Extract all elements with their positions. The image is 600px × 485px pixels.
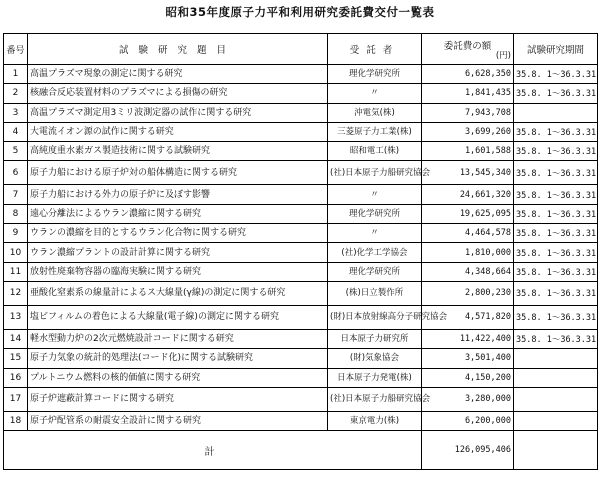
table-row (4, 224, 598, 243)
row-subject: 原子炉配管系の耐震安全設計に関する研究 (28, 411, 328, 430)
row-period: 35.8. 1～36.3.31 (514, 329, 598, 348)
row-period: 35.8. 1～36.3.31 (514, 204, 598, 223)
row-subject: 塩ビフィルムの着色による大線量(電子線)の測定に関する研究 (28, 305, 328, 329)
row-period: 35.8. 1～36.3.31 (514, 161, 598, 185)
row-subject: 高温プラズマ現象の測定に関する研究 (28, 65, 328, 84)
row-subject: ウラン濃縮プラントの設計計算に関する研究 (28, 243, 328, 262)
row-amount: 6,200,000 (422, 411, 514, 430)
row-amount: 4,348,664 (422, 262, 514, 281)
row-subject: 軽水型動力炉の2次元燃焼設計コードに関する研究 (28, 329, 328, 348)
row-subject: 原子力船における外力の原子炉に及ぼす影響 (28, 185, 328, 204)
row-amount: 19,625,095 (422, 204, 514, 223)
row-period: 35.8. 1～36.3.31 (514, 142, 598, 161)
row-contractor: 昭和電工(株) (328, 142, 422, 161)
row-period: 35.8. 1～36.3.31 (514, 243, 598, 262)
total-row (4, 431, 598, 470)
row-amount: 1,841,435 (422, 84, 514, 103)
row-amount: 1,810,000 (422, 243, 514, 262)
table-row (4, 161, 598, 185)
row-number: 12 (4, 281, 28, 305)
row-contractor: (株)日立製作所 (328, 281, 422, 305)
table-row (4, 65, 598, 84)
header-amount-unit: (円) (495, 50, 511, 61)
row-contractor: (財)日本放射線高分子研究協会 (328, 305, 422, 329)
row-number: 7 (4, 185, 28, 204)
row-subject: 原子力船における原子炉対の船体構造に関する研究 (28, 161, 328, 185)
table-row (4, 103, 598, 122)
row-amount: 2,800,230 (422, 281, 514, 305)
row-contractor: 〃 (328, 185, 422, 204)
row-number: 9 (4, 224, 28, 243)
row-subject: ウランの濃縮を目的とするウラン化合物に関する研究 (28, 224, 328, 243)
header-amount-label: 委託費の額 (443, 40, 492, 52)
row-number: 15 (4, 349, 28, 368)
row-period: 35.8. 1～36.3.31 (514, 84, 598, 103)
header-period: 試験研究期間 (514, 34, 598, 65)
table-row (4, 142, 598, 161)
row-subject: 高温プラズマ測定用3ミリ波測定器の試作に関する研究 (28, 103, 328, 122)
row-subject: 原子炉遮蔽計算コードに関する研究 (28, 387, 328, 411)
row-contractor: 東京電力(株) (328, 411, 422, 430)
row-amount: 3,280,000 (422, 387, 514, 411)
row-contractor: 理化学研究所 (328, 65, 422, 84)
row-period (514, 349, 598, 368)
row-amount: 3,501,400 (422, 349, 514, 368)
table-row (4, 329, 598, 348)
table-row (4, 281, 598, 305)
row-amount: 24,661,320 (422, 185, 514, 204)
row-number: 16 (4, 368, 28, 387)
row-period (514, 411, 598, 430)
row-number: 6 (4, 161, 28, 185)
row-number: 10 (4, 243, 28, 262)
row-period: 35.8. 1～36.3.31 (514, 122, 598, 141)
header-row (4, 34, 598, 65)
table-row (4, 122, 598, 141)
table-row (4, 305, 598, 329)
table-row (4, 387, 598, 411)
row-amount: 7,943,708 (422, 103, 514, 122)
row-number: 3 (4, 103, 28, 122)
row-subject: 遠心分離法によるウラン濃縮に関する研究 (28, 204, 328, 223)
header-amount (422, 34, 514, 65)
row-number: 4 (4, 122, 28, 141)
row-amount: 3,699,260 (422, 122, 514, 141)
row-subject: 放射性廃棄物容器の臨海実験に関する研究 (28, 262, 328, 281)
row-number: 18 (4, 411, 28, 430)
row-contractor: (社)日本原子力船研究協会 (328, 387, 422, 411)
row-contractor: 〃 (328, 84, 422, 103)
table-row (4, 349, 598, 368)
row-period (514, 368, 598, 387)
row-subject: 原子力気象の統計的処理法(コード化)に関する試験研究 (28, 349, 328, 368)
row-number: 17 (4, 387, 28, 411)
row-subject: 大電流イオン源の試作に関する研究 (28, 122, 328, 141)
row-period: 35.8. 1～36.3.31 (514, 305, 598, 329)
total-amount: 126,095,406 (422, 431, 514, 470)
row-period: 35.8. 1～36.3.31 (514, 185, 598, 204)
row-period (514, 387, 598, 411)
row-contractor: 理化学研究所 (328, 262, 422, 281)
row-number: 8 (4, 204, 28, 223)
header-org: 受託者 (328, 34, 422, 65)
row-number: 2 (4, 84, 28, 103)
row-contractor: 三菱原子力工業(株) (328, 122, 422, 141)
table-row (4, 262, 598, 281)
total-label: 計 (4, 431, 422, 470)
row-amount: 13,545,340 (422, 161, 514, 185)
table-row (4, 243, 598, 262)
row-period: 35.8. 1～36.3.31 (514, 281, 598, 305)
row-period: 35.8. 1～36.3.31 (514, 262, 598, 281)
row-amount: 1,601,588 (422, 142, 514, 161)
page-title: 昭和35年度原子力平和利用研究委託費交付一覧表 (165, 5, 435, 19)
row-amount: 6,628,350 (422, 65, 514, 84)
row-contractor: 〃 (328, 224, 422, 243)
row-amount: 4,150,200 (422, 368, 514, 387)
row-period: 35.8. 1～36.3.31 (514, 224, 598, 243)
row-contractor: 日本原子力研究所 (328, 329, 422, 348)
grant-table (3, 33, 598, 470)
total-period-empty (514, 431, 598, 470)
row-number: 14 (4, 329, 28, 348)
row-number: 1 (4, 65, 28, 84)
row-contractor: 日本原子力発電(株) (328, 368, 422, 387)
row-contractor: 沖電気(株) (328, 103, 422, 122)
table-row (4, 185, 598, 204)
table-row (4, 411, 598, 430)
row-amount: 4,464,578 (422, 224, 514, 243)
row-subject: 亜酸化窒素系の線量計によるス大線量(γ線)の測定に関する研究 (28, 281, 328, 305)
row-contractor: 理化学研究所 (328, 204, 422, 223)
row-subject: 核融合反応装置材料のプラズマによる損傷の研究 (28, 84, 328, 103)
header-no: 番号 (4, 34, 28, 65)
row-subject: 高純度重水素ガス製造技術に関する試験研究 (28, 142, 328, 161)
row-number: 5 (4, 142, 28, 161)
row-period (514, 103, 598, 122)
table-row (4, 204, 598, 223)
table-row (4, 368, 598, 387)
row-subject: プルトニウム燃料の核的価値に関する研究 (28, 368, 328, 387)
row-number: 13 (4, 305, 28, 329)
row-contractor: (財)気象協会 (328, 349, 422, 368)
row-contractor: (社)化学工学協会 (328, 243, 422, 262)
row-amount: 4,571,820 (422, 305, 514, 329)
row-number: 11 (4, 262, 28, 281)
table-row (4, 84, 598, 103)
row-amount: 11,422,400 (422, 329, 514, 348)
row-contractor: (社)日本原子力船研究協会 (328, 161, 422, 185)
header-subject: 試験研究題目 (28, 34, 328, 65)
row-period: 35.8. 1～36.3.31 (514, 65, 598, 84)
